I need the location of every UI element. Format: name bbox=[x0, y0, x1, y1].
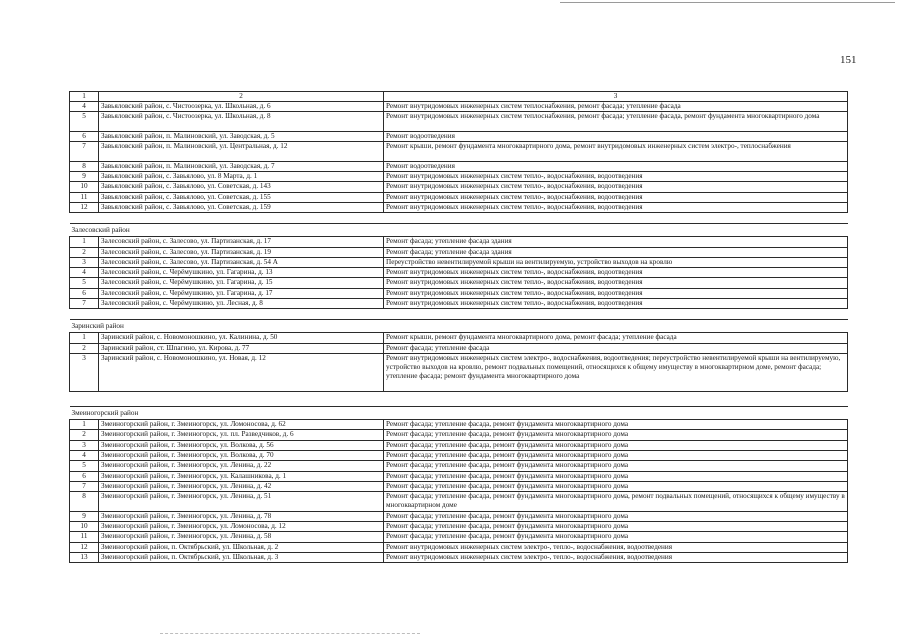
row-number: 3 bbox=[70, 440, 99, 450]
table-row bbox=[70, 542, 848, 552]
row-number: 7 bbox=[70, 481, 99, 491]
row-number: 9 bbox=[70, 172, 99, 182]
row-work: Ремонт внутридомовых инженерных систем теплоснабжения, ремонт фасада; утепление фасада, ремонт фундамента многоквартирного дома bbox=[384, 112, 848, 132]
repair-works-table bbox=[69, 91, 848, 563]
row-address: Залесовский район, с. Черёмушкино, ул. Лесная, д. 8 bbox=[99, 299, 384, 309]
row-work: Переустройство невентилируемой крыши на вентилируемую, устройство выходов на кровлю bbox=[384, 257, 848, 267]
table-row bbox=[70, 532, 848, 542]
row-work: Ремонт фасада; утепление фасада, ремонт фундамента многоквартирного дома bbox=[384, 471, 848, 481]
row-address: Змеиногорский район, г. Змеиногорск, ул. Ломоносова, д. 62 bbox=[99, 420, 384, 430]
row-address: Залесовский район, с. Черёмушкино, ул. Гагарина, д. 17 bbox=[99, 288, 384, 298]
table-row bbox=[70, 237, 848, 247]
row-address: Залесовский район, с. Залесово, ул. Партизанская, д. 19 bbox=[99, 247, 384, 257]
row-number: 2 bbox=[70, 343, 99, 353]
row-work: Ремонт внутридомовых инженерных систем электро-, тепло-, водоснабжения, водоотведения bbox=[384, 552, 848, 562]
row-address: Заринский район, ст. Шпагино, ул. Кирова, д. 77 bbox=[99, 343, 384, 353]
section-spacer bbox=[70, 213, 848, 224]
row-address: Завьяловский район, п. Малиновский, ул. Заводская, д. 7 bbox=[99, 161, 384, 171]
row-work: Ремонт внутридомовых инженерных систем тепло-, водоснабжения, водоотведения bbox=[384, 288, 848, 298]
table-row bbox=[70, 461, 848, 471]
row-number: 11 bbox=[70, 532, 99, 542]
row-address: Завьяловский район, п. Малиновский, ул. Центральная, д. 12 bbox=[99, 142, 384, 162]
row-number: 6 bbox=[70, 131, 99, 141]
row-address: Змеиногорский район, г. Змеиногорск, ул. Ленина, д. 58 bbox=[99, 532, 384, 542]
row-work: Ремонт фасада; утепление фасада, ремонт фундамента многоквартирного дома bbox=[384, 440, 848, 450]
row-address: Змеиногорский район, г. Змеиногорск, ул. Ленина, д. 42 bbox=[99, 481, 384, 491]
header-col-work: 3 bbox=[384, 92, 848, 102]
row-address: Завьяловский район, с. Завьялово, ул. Советская, д. 143 bbox=[99, 182, 384, 192]
row-work: Ремонт внутридомовых инженерных систем теплоснабжения, ремонт фасада; утепление фасада bbox=[384, 102, 848, 112]
row-work: Ремонт фасада; утепление фасада, ремонт фундамента многоквартирного дома bbox=[384, 451, 848, 461]
row-work: Ремонт фасада; утепление фасада здания bbox=[384, 237, 848, 247]
row-number: 11 bbox=[70, 192, 99, 202]
section-spacer-cell bbox=[70, 213, 848, 224]
row-address: Змеиногорский район, г. Змеиногорск, ул. Ленина, д. 78 bbox=[99, 511, 384, 521]
table-row bbox=[70, 471, 848, 481]
table-row bbox=[70, 420, 848, 430]
row-address: Змеиногорский район, г. Змеиногорск, ул. Калашникова, д. 1 bbox=[99, 471, 384, 481]
row-number: 13 bbox=[70, 552, 99, 562]
scan-edge-line-bottom bbox=[160, 633, 420, 635]
row-work: Ремонт крыши, ремонт фундамента многоквартирного дома, ремонт фасада; утепление фасада bbox=[384, 333, 848, 343]
table-row bbox=[70, 481, 848, 491]
table-row bbox=[70, 102, 848, 112]
row-number: 8 bbox=[70, 161, 99, 171]
table-body bbox=[70, 92, 848, 563]
table-row bbox=[70, 192, 848, 202]
row-address: Заринский район, с. Новомоношкино, ул. Новая, д. 12 bbox=[99, 353, 384, 391]
table-row bbox=[70, 112, 848, 132]
row-number: 12 bbox=[70, 202, 99, 212]
row-address: Завьяловский район, с. Чистоозерка, ул. Школьная, д. 8 bbox=[99, 112, 384, 132]
row-number: 5 bbox=[70, 278, 99, 288]
table-row bbox=[70, 288, 848, 298]
row-address: Завьяловский район, с. Завьялово, ул. Советская, д. 155 bbox=[99, 192, 384, 202]
header-col-number: 1 bbox=[70, 92, 99, 102]
table-row bbox=[70, 492, 848, 512]
row-work: Ремонт фасада; утепление фасада, ремонт фундамента многоквартирного дома bbox=[384, 461, 848, 471]
row-work: Ремонт фасада; утепление фасада, ремонт фундамента многоквартирного дома bbox=[384, 481, 848, 491]
table-row bbox=[70, 278, 848, 288]
table-row bbox=[70, 522, 848, 532]
row-work: Ремонт фасада; утепление фасада, ремонт фундамента многоквартирного дома bbox=[384, 532, 848, 542]
row-address: Заринский район, с. Новомоношкино, ул. Калинина, д. 50 bbox=[99, 333, 384, 343]
row-number: 1 bbox=[70, 237, 99, 247]
table-row bbox=[70, 131, 848, 141]
row-number: 6 bbox=[70, 471, 99, 481]
row-number: 9 bbox=[70, 511, 99, 521]
row-number: 2 bbox=[70, 430, 99, 440]
district-heading-row bbox=[70, 224, 848, 237]
row-work: Ремонт фасада; утепление фасада, ремонт фундамента многоквартирного дома bbox=[384, 420, 848, 430]
row-work: Ремонт внутридомовых инженерных систем тепло-, водоснабжения, водоотведения bbox=[384, 278, 848, 288]
row-number: 10 bbox=[70, 522, 99, 532]
table-row bbox=[70, 202, 848, 212]
district-heading: Заринский район bbox=[70, 320, 848, 333]
row-number: 8 bbox=[70, 492, 99, 512]
table-row bbox=[70, 142, 848, 162]
table-row bbox=[70, 430, 848, 440]
row-address: Змеиногорский район, г. Змеиногорск, ул. пл. Разведчиков, д. 6 bbox=[99, 430, 384, 440]
row-number: 3 bbox=[70, 257, 99, 267]
table-header-row bbox=[70, 92, 848, 102]
row-work: Ремонт фасада; утепление фасада, ремонт фундамента многоквартирного дома bbox=[384, 522, 848, 532]
row-address: Завьяловский район, п. Малиновский, ул. Заводская, д. 5 bbox=[99, 131, 384, 141]
row-number: 5 bbox=[70, 461, 99, 471]
row-number: 6 bbox=[70, 288, 99, 298]
row-number: 10 bbox=[70, 182, 99, 192]
district-heading-row bbox=[70, 320, 848, 333]
header-col-address: 2 bbox=[99, 92, 384, 102]
table-row bbox=[70, 182, 848, 192]
row-address: Залесовский район, с. Черёмушкино, ул. Гагарина, д. 13 bbox=[99, 268, 384, 278]
section-spacer bbox=[70, 392, 848, 407]
district-heading: Залесовский район bbox=[70, 224, 848, 237]
row-work: Ремонт внутридомовых инженерных систем тепло-, водоснабжения, водоотведения bbox=[384, 202, 848, 212]
section-spacer bbox=[70, 309, 848, 320]
row-number: 1 bbox=[70, 420, 99, 430]
row-work: Ремонт внутридомовых инженерных систем тепло-, водоснабжения, водоотведения bbox=[384, 182, 848, 192]
row-number: 4 bbox=[70, 268, 99, 278]
table-row bbox=[70, 552, 848, 562]
table-row bbox=[70, 511, 848, 521]
row-number: 7 bbox=[70, 142, 99, 162]
table-row bbox=[70, 299, 848, 309]
row-work: Ремонт внутридомовых инженерных систем тепло-, водоснабжения, водоотведения bbox=[384, 192, 848, 202]
row-address: Залесовский район, с. Залесово, ул. Партизанская, д. 17 bbox=[99, 237, 384, 247]
row-work: Ремонт внутридомовых инженерных систем тепло-, водоснабжения, водоотведения bbox=[384, 172, 848, 182]
row-number: 1 bbox=[70, 333, 99, 343]
row-number: 4 bbox=[70, 102, 99, 112]
table-row bbox=[70, 247, 848, 257]
row-address: Змеиногорский район, г. Змеиногорск, ул. Волкова, д. 70 bbox=[99, 451, 384, 461]
row-address: Змеиногорский район, г. Змеиногорск, ул. Ленина, д. 22 bbox=[99, 461, 384, 471]
row-address: Залесовский район, с. Черёмушкино, ул. Гагарина, д. 15 bbox=[99, 278, 384, 288]
row-address: Завьяловский район, с. Завьялово, ул. Советская, д. 159 bbox=[99, 202, 384, 212]
table-row bbox=[70, 440, 848, 450]
row-address: Змеиногорский район, г. Змеиногорск, ул. Ленина, д. 51 bbox=[99, 492, 384, 512]
table-row bbox=[70, 353, 848, 391]
page-number: 151 bbox=[840, 54, 857, 66]
section-spacer-cell bbox=[70, 392, 848, 407]
row-address: Змеиногорский район, г. Змеиногорск, ул. Ломоносова, д. 12 bbox=[99, 522, 384, 532]
table-row bbox=[70, 257, 848, 267]
table-row bbox=[70, 451, 848, 461]
row-number: 3 bbox=[70, 353, 99, 391]
row-number: 5 bbox=[70, 112, 99, 132]
row-work: Ремонт внутридомовых инженерных систем тепло-, водоснабжения, водоотведения bbox=[384, 299, 848, 309]
row-work: Ремонт водоотведения bbox=[384, 131, 848, 141]
row-address: Завьяловский район, с. Чистоозерка, ул. Школьная, д. 6 bbox=[99, 102, 384, 112]
scan-edge-line bbox=[560, 2, 895, 3]
row-work: Ремонт фасада; утепление фасада, ремонт фундамента многоквартирного дома bbox=[384, 430, 848, 440]
row-work: Ремонт фасада; утепление фасада bbox=[384, 343, 848, 353]
row-work: Ремонт внутридомовых инженерных систем тепло-, водоснабжения, водоотведения bbox=[384, 268, 848, 278]
row-work: Ремонт крыши, ремонт фундамента многоквартирного дома, ремонт внутридомовых инженерных систем электро-, теплоснабжения bbox=[384, 142, 848, 162]
row-number: 12 bbox=[70, 542, 99, 552]
row-address: Змеиногорский район, г. Змеиногорск, ул. Волкова, д. 56 bbox=[99, 440, 384, 450]
district-heading-row bbox=[70, 407, 848, 420]
table-row bbox=[70, 268, 848, 278]
row-address: Змеиногорский район, п. Октябрьский, ул. Школьная, д. 3 bbox=[99, 552, 384, 562]
row-work: Ремонт фасада; утепление фасада, ремонт фундамента многоквартирного дома, ремонт подвальных помещений, относящихся к общему имуществу в многоквартирном доме bbox=[384, 492, 848, 512]
row-work: Ремонт фасада; утепление фасада, ремонт фундамента многоквартирного дома bbox=[384, 511, 848, 521]
row-address: Змеиногорский район, п. Октябрьский, ул. Школьная, д. 2 bbox=[99, 542, 384, 552]
table-row bbox=[70, 172, 848, 182]
row-address: Залесовский район, с. Залесово, ул. Партизанская, д. 54 А bbox=[99, 257, 384, 267]
table-row bbox=[70, 333, 848, 343]
table-row bbox=[70, 161, 848, 171]
table-row bbox=[70, 343, 848, 353]
row-work: Ремонт внутридомовых инженерных систем электро-, тепло-, водоснабжения, водоотведения bbox=[384, 542, 848, 552]
row-work: Ремонт водоотведения bbox=[384, 161, 848, 171]
row-number: 7 bbox=[70, 299, 99, 309]
row-number: 2 bbox=[70, 247, 99, 257]
district-heading: Змеиногорский район bbox=[70, 407, 848, 420]
row-work: Ремонт фасада; утепление фасада здания bbox=[384, 247, 848, 257]
row-work: Ремонт внутридомовых инженерных систем электро-, водоснабжения, водоотведения; переустройство невентилируемой крыши на вентилируемую, устройство выходов на кровлю, ремонт подвальных помещений, относящихся к общему имуществу в многоквартирном доме, ремонт фасада; утепление фасада; ремонт фундамента многоквартирного дома bbox=[384, 353, 848, 391]
row-number: 4 bbox=[70, 451, 99, 461]
row-address: Завьяловский район, с. Завьялово, ул. 8 Марта, д. 1 bbox=[99, 172, 384, 182]
section-spacer-cell bbox=[70, 309, 848, 320]
